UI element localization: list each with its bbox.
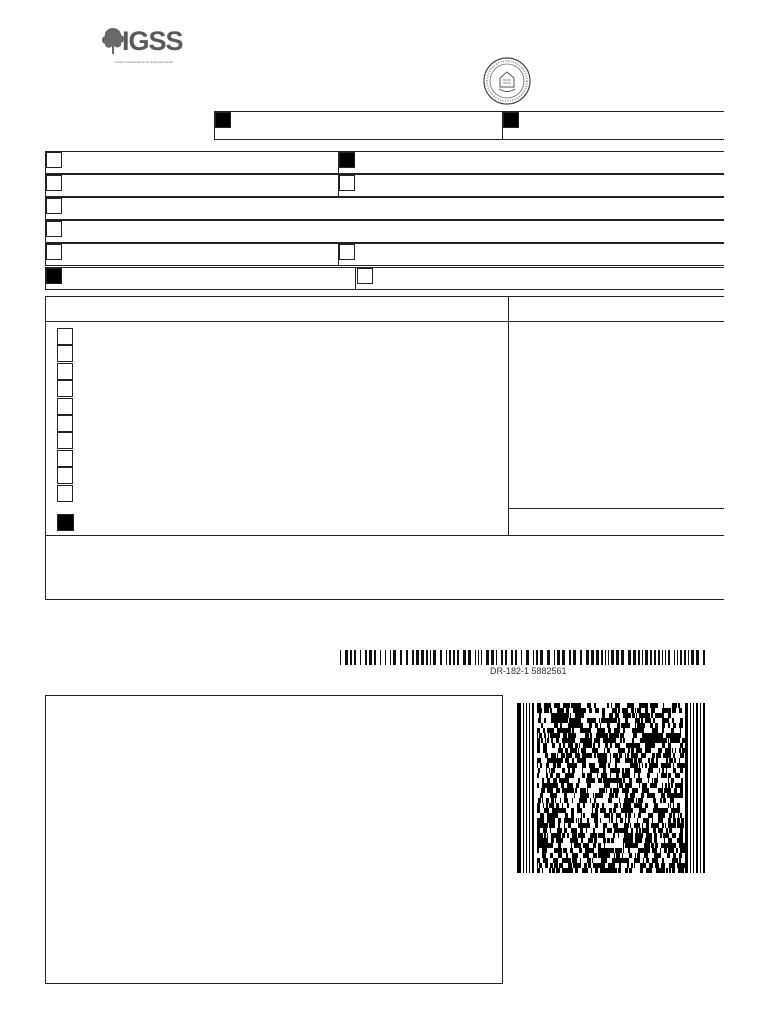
row6-left-checkbox[interactable] — [46, 268, 62, 284]
row4-checkbox[interactable] — [46, 221, 62, 237]
main-table-bottom-line — [45, 535, 724, 536]
header-right-checkbox[interactable] — [503, 112, 519, 128]
row6-right-checkbox[interactable] — [357, 268, 373, 284]
option-checkbox[interactable] — [57, 467, 73, 484]
main-table-header-line — [45, 321, 724, 322]
barcode-number: DR-182-1 5882561 — [490, 666, 567, 676]
option-checkbox[interactable] — [57, 380, 73, 397]
notes-box — [45, 695, 503, 984]
option-checkbox-last[interactable] — [57, 514, 74, 531]
option-checkbox[interactable] — [57, 415, 73, 432]
row3-checkbox[interactable] — [46, 198, 62, 214]
form-row-6 — [45, 267, 724, 290]
row1-right-checkbox[interactable] — [339, 152, 355, 168]
option-checkbox[interactable] — [57, 450, 73, 467]
row6-divider — [355, 267, 356, 290]
form-row-5 — [45, 243, 724, 266]
main-table — [45, 296, 724, 600]
row1-left-checkbox[interactable] — [46, 152, 62, 168]
option-checkbox[interactable] — [57, 363, 73, 380]
logo-wordmark: IGSS — [122, 26, 183, 56]
main-table-column-divider — [508, 296, 509, 535]
official-seal-icon — [482, 56, 532, 106]
option-checkbox[interactable] — [57, 432, 73, 449]
row2-right-checkbox[interactable] — [339, 175, 355, 191]
form-row-1 — [45, 151, 724, 174]
header-left-checkbox[interactable] — [215, 112, 231, 128]
linear-barcode-icon — [340, 650, 706, 667]
row2-left-checkbox[interactable] — [46, 175, 62, 191]
form-row-2 — [45, 174, 724, 197]
pdf417-barcode-icon — [517, 703, 705, 873]
right-column-total-line — [508, 508, 724, 509]
row5-right-checkbox[interactable] — [339, 244, 355, 260]
header-field-row — [214, 111, 724, 140]
option-checkbox[interactable] — [57, 345, 73, 362]
form-row-4 — [45, 220, 724, 243]
option-checkbox[interactable] — [57, 485, 73, 502]
option-checkbox[interactable] — [57, 398, 73, 415]
logo-subtitle: Instituto Guatemalteco de Seguridad Social — [115, 60, 173, 64]
option-checkbox[interactable] — [57, 328, 73, 345]
igss-logo — [100, 24, 183, 68]
row5-left-checkbox[interactable] — [46, 244, 62, 260]
form-row-3 — [45, 197, 724, 220]
